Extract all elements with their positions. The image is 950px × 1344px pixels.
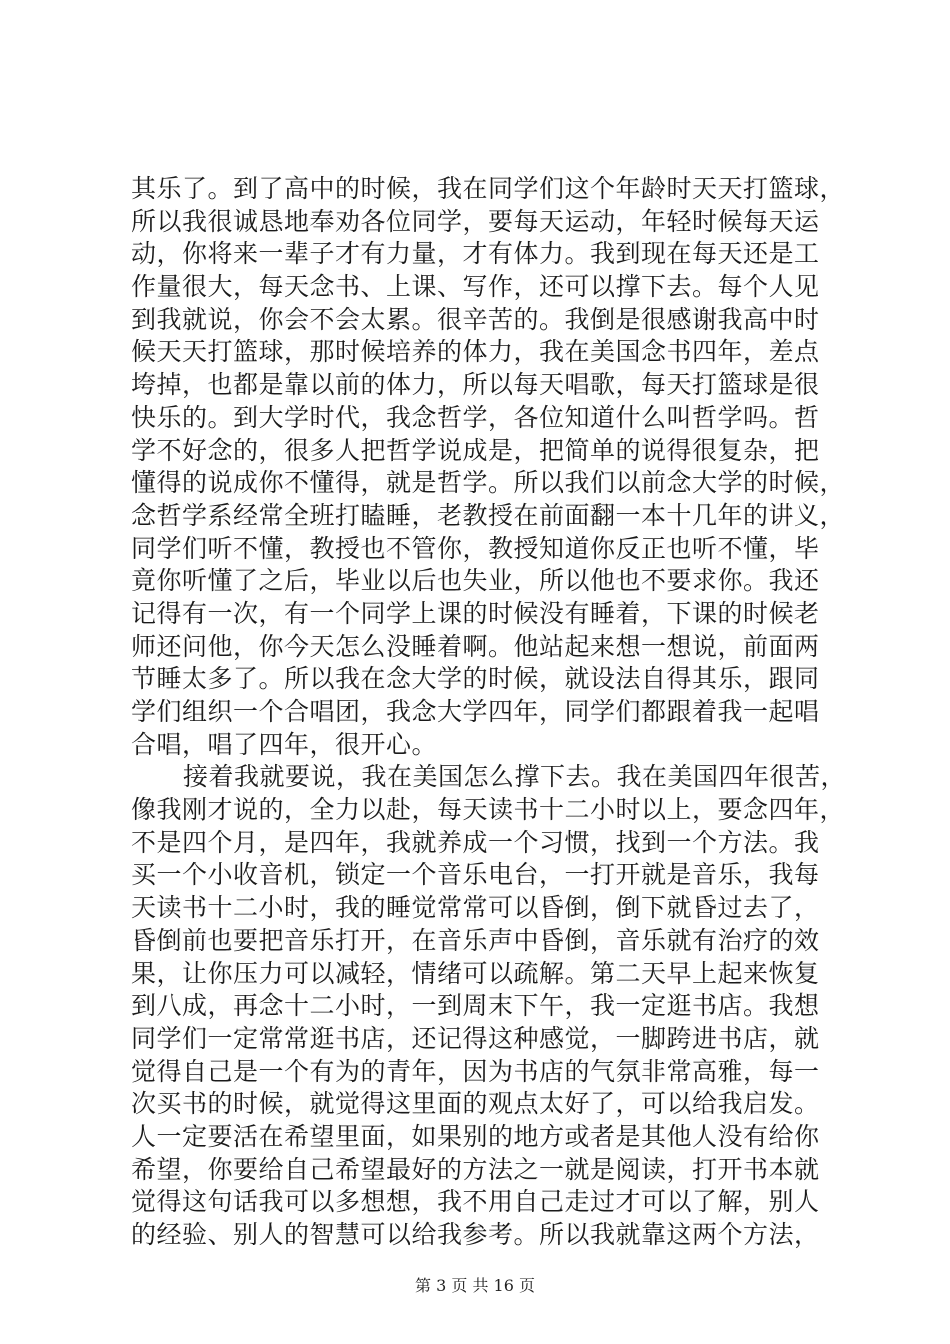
text-line: 垮掉，也都是靠以前的体力，所以每天唱歌，每天打篮球是很 (131, 370, 820, 400)
text-line: 合唱，唱了四年，很开心。 (131, 729, 438, 759)
text-line: 果，让你压力可以减轻，情绪可以疏解。第二天早上起来恢复 (131, 958, 820, 988)
text-line: 动，你将来一辈子才有力量，才有体力。我到现在每天还是工 (131, 239, 820, 269)
text-line: 希望，你要给自己希望最好的方法之一就是阅读，打开书本就 (131, 1154, 820, 1184)
text-line: 觉得自己是一个有为的青年，因为书店的气氛非常高雅，每一 (131, 1056, 820, 1086)
text-line: 学不好念的，很多人把哲学说成是，把简单的说得很复杂，把 (131, 435, 820, 465)
text-line: 买一个小收音机，锁定一个音乐电台，一打开就是音乐，我每 (131, 860, 820, 890)
text-line: 天读书十二小时，我的睡觉常常可以昏倒，倒下就昏过去了， (131, 893, 820, 923)
text-line: 觉得这句话我可以多想想，我不用自己走过才可以了解，别人 (131, 1187, 820, 1217)
text-line: 记得有一次，有一个同学上课的时候没有睡着，下课的时候老 (131, 598, 820, 628)
text-line: 作量很大，每天念书、上课、写作，还可以撑下去。每个人见 (131, 272, 820, 302)
text-line: 同学们听不懂，教授也不管你，教授知道你反正也听不懂，毕 (131, 533, 820, 563)
text-line: 的经验、别人的智慧可以给我参考。所以我就靠这两个方法， (131, 1220, 820, 1249)
text-line: 不是四个月，是四年，我就养成一个习惯，找到一个方法。我 (131, 827, 820, 857)
text-line: 人一定要活在希望里面，如果别的地方或者是其他人没有给你 (131, 1121, 820, 1151)
text-line: 次买书的时候，就觉得这里面的观点太好了，可以给我启发。 (131, 1089, 820, 1119)
text-line: 接着我就要说，我在美国怎么撑下去。我在美国四年很苦， (183, 762, 847, 792)
text-line: 懂得的说成你不懂得，就是哲学。所以我们以前念大学的时候， (131, 468, 846, 498)
text-line: 到我就说，你会不会太累。很辛苦的。我倒是很感谢我高中时 (131, 304, 820, 334)
body-text (131, 173, 847, 1252)
text-line: 快乐的。到大学时代，我念哲学，各位知道什么叫哲学吗。哲 (131, 402, 820, 432)
page-footer: 第 3 页 共 16 页 (415, 1276, 535, 1295)
text-line: 其乐了。到了高中的时候，我在同学们这个年龄时天天打篮球， (131, 174, 846, 203)
text-line: 师还问他，你今天怎么没睡着啊。他站起来想一想说，前面两 (131, 631, 820, 661)
text-line: 学们组织一个合唱团，我念大学四年，同学们都跟着我一起唱 (131, 697, 820, 726)
text-line: 昏倒前也要把音乐打开，在音乐声中昏倒，音乐就有治疗的效 (131, 925, 820, 955)
text-line: 念哲学系经常全班打瞌睡，老教授在前面翻一本十几年的讲义， (131, 500, 846, 530)
text-line: 节睡太多了。所以我在念大学的时候，就设法自得其乐，跟同 (131, 664, 820, 694)
text-line: 所以我很诚恳地奉劝各位同学，要每天运动，年轻时候每天运 (131, 206, 820, 236)
text-line: 竟你听懂了之后，毕业以后也失业，所以他也不要求你。我还 (131, 566, 820, 596)
text-line: 候天天打篮球，那时候培养的体力，我在美国念书四年，差点 (131, 337, 820, 367)
text-line: 同学们一定常常逛书店，还记得这种感觉，一脚跨进书店，就 (131, 1023, 820, 1053)
text-line: 像我刚才说的，全力以赴，每天读书十二小时以上，要念四年， (131, 795, 846, 825)
text-line: 到八成，再念十二小时，一到周末下午，我一定逛书店。我想 (131, 991, 820, 1021)
